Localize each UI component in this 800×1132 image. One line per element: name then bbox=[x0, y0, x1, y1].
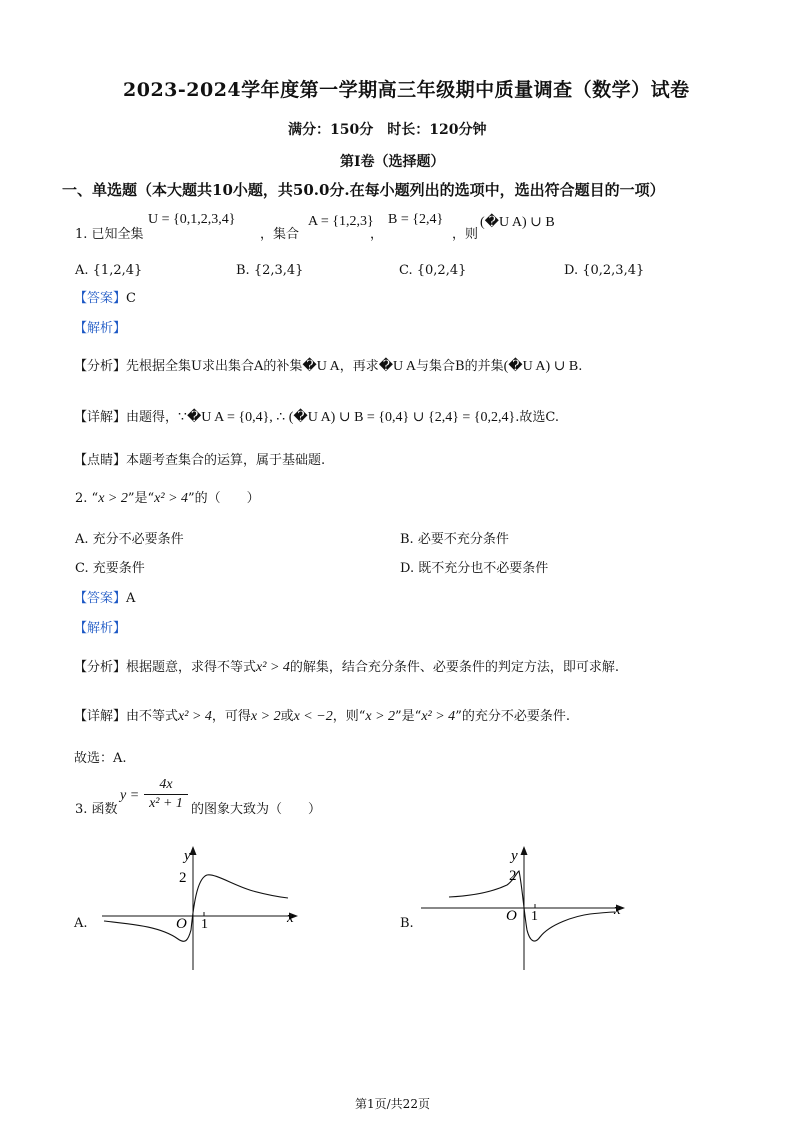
detail-math: x² > 4 bbox=[421, 709, 456, 724]
detail-text: .故选C. bbox=[515, 410, 559, 425]
graph-b-tick-x-label: 1 bbox=[531, 909, 538, 924]
section-heading: 一、单选题（本大题共10小题，共50.0分.在每小题列出的选项中，选出符合题目的一项） bbox=[62, 181, 665, 199]
q2-jiexi-tag: 【解析】 bbox=[74, 621, 127, 636]
analysis-text: . bbox=[578, 359, 583, 374]
graph-b-curve bbox=[449, 871, 615, 941]
q1-detail bbox=[74, 409, 559, 427]
detail-text: 或 bbox=[280, 709, 294, 724]
q2-option-c: C. 充要条件 bbox=[75, 561, 145, 576]
graph-a-tick-y-label: 2 bbox=[179, 870, 187, 886]
graph-a bbox=[90, 840, 310, 980]
graph-a-option-label: A. bbox=[74, 916, 88, 931]
graph-b-tick-y-label: 2 bbox=[509, 868, 517, 884]
graph-a-x-label: x bbox=[287, 910, 294, 926]
detail-text: 由不等式 bbox=[126, 709, 179, 724]
part-title: 第I卷（选择题） bbox=[340, 154, 445, 170]
q2-math: x > 2 bbox=[98, 491, 128, 506]
q2-text: 2. “ bbox=[75, 491, 99, 506]
analysis-tag: 【分析】 bbox=[74, 359, 127, 374]
q2-detail bbox=[74, 708, 570, 726]
analysis-text: ，再求 bbox=[339, 359, 379, 374]
q3-y-eq: y = bbox=[120, 788, 140, 803]
q1-option-a: A. {1,2,4} bbox=[75, 263, 143, 278]
detail-math: ∵�U A = {0,4}, ∴ (�U A) ∪ B = {0,4} ∪ {2,4} = {0,2,4} bbox=[178, 410, 516, 425]
q1-number: 1. 已知全集 bbox=[75, 227, 144, 242]
detail-text: ”的充分不必要条件. bbox=[455, 709, 570, 724]
q3-fraction bbox=[144, 776, 188, 813]
q3-number: 3. 函数 bbox=[75, 802, 118, 817]
graph-a-curve bbox=[104, 875, 288, 942]
q2-option-a: A. 充分不必要条件 bbox=[75, 532, 184, 547]
detail-text: ”是“ bbox=[395, 709, 422, 724]
graph-b-option-label: B. bbox=[400, 916, 414, 931]
graph-b-y-label: y bbox=[511, 848, 518, 864]
q3-text: 的图象大致为（ ） bbox=[191, 802, 322, 817]
page-footer: 第1页/共22页 bbox=[355, 1097, 430, 1111]
q1-analysis bbox=[74, 358, 582, 376]
q1-text: ，集合 bbox=[260, 227, 300, 242]
q1-set-a: A = {1,2,3} bbox=[308, 214, 374, 229]
q1-option-d: D. {0,2,3,4} bbox=[564, 263, 645, 278]
detail-text: ，可得 bbox=[211, 709, 251, 724]
union-expr: (�U A) ∪ B bbox=[503, 359, 579, 374]
analysis-text: 与集合B的并集 bbox=[416, 359, 504, 374]
detail-text: ，则“ bbox=[332, 709, 366, 724]
q1-answer bbox=[74, 290, 136, 308]
exam-meta: 满分：150分 时长：120分钟 bbox=[288, 122, 487, 138]
graph-b-y-arrow bbox=[521, 846, 528, 855]
q2-answer bbox=[74, 590, 135, 608]
answer-tag: 【答案】 bbox=[74, 291, 127, 306]
answer-value: C bbox=[126, 291, 136, 306]
detail-math: x > 2 bbox=[250, 709, 281, 724]
answer-tag: 【答案】 bbox=[74, 591, 127, 606]
q2-text: ”的（ ） bbox=[188, 491, 260, 506]
q3-denominator: x² + 1 bbox=[149, 796, 183, 811]
analysis-math: x² > 4 bbox=[256, 660, 290, 675]
detail-tag: 【详解】 bbox=[74, 709, 127, 724]
q1-set-b: B = {2,4} bbox=[388, 212, 444, 227]
q1-option-c: C. {0,2,4} bbox=[399, 263, 467, 278]
graph-a-tick-x-label: 1 bbox=[201, 917, 208, 932]
detail-tag: 【详解】 bbox=[74, 410, 127, 425]
complement-expr: �U A bbox=[302, 359, 340, 374]
analysis-text: 的解集，结合充分条件、必要条件的判定方法，即可求解. bbox=[289, 660, 620, 675]
comment-tag: 【点睛】 bbox=[74, 453, 127, 468]
q1-text: ， bbox=[370, 227, 384, 242]
graph-a-y-label: y bbox=[184, 848, 191, 864]
analysis-text: 先根据全集U求出集合A的补集 bbox=[126, 359, 303, 374]
q1-text: ，则 bbox=[452, 227, 479, 242]
q1-expression: (�U A) ∪ B bbox=[480, 215, 555, 230]
q2-math: x² > 4 bbox=[154, 491, 189, 506]
detail-math: x < −2 bbox=[293, 709, 333, 724]
answer-value: A bbox=[126, 591, 136, 606]
q2-option-b: B. 必要不充分条件 bbox=[400, 532, 509, 547]
complement-expr: �U A bbox=[378, 359, 417, 374]
q2-stem bbox=[75, 490, 260, 508]
detail-text: 由题得， bbox=[126, 410, 179, 425]
q2-option-d: D. 既不充分也不必要条件 bbox=[400, 561, 549, 576]
q2-conclusion: 故选：A. bbox=[74, 751, 127, 766]
q1-comment bbox=[74, 452, 325, 470]
graph-a-origin-label: O bbox=[176, 916, 187, 932]
exam-title: 2023-2024学年度第一学期高三年级期中质量调查（数学）试卷 bbox=[123, 79, 690, 101]
analysis-text: 根据题意，求得不等式 bbox=[126, 660, 257, 675]
q1-jiexi-tag: 【解析】 bbox=[74, 321, 127, 336]
q2-analysis bbox=[74, 659, 619, 677]
comment-text: 本题考查集合的运算，属于基础题. bbox=[126, 453, 326, 468]
graph-b bbox=[415, 840, 635, 980]
q1-set-u: U = {0,1,2,3,4} bbox=[148, 212, 236, 227]
q2-text: ”是“ bbox=[127, 491, 155, 506]
q1-option-b: B. {2,3,4} bbox=[236, 263, 304, 278]
analysis-tag: 【分析】 bbox=[74, 660, 127, 675]
graph-b-x-label: x bbox=[614, 902, 621, 918]
q3-numerator: 4x bbox=[159, 777, 173, 792]
detail-math: x² > 4 bbox=[178, 709, 212, 724]
graph-b-origin-label: O bbox=[506, 908, 517, 924]
detail-math: x > 2 bbox=[365, 709, 396, 724]
